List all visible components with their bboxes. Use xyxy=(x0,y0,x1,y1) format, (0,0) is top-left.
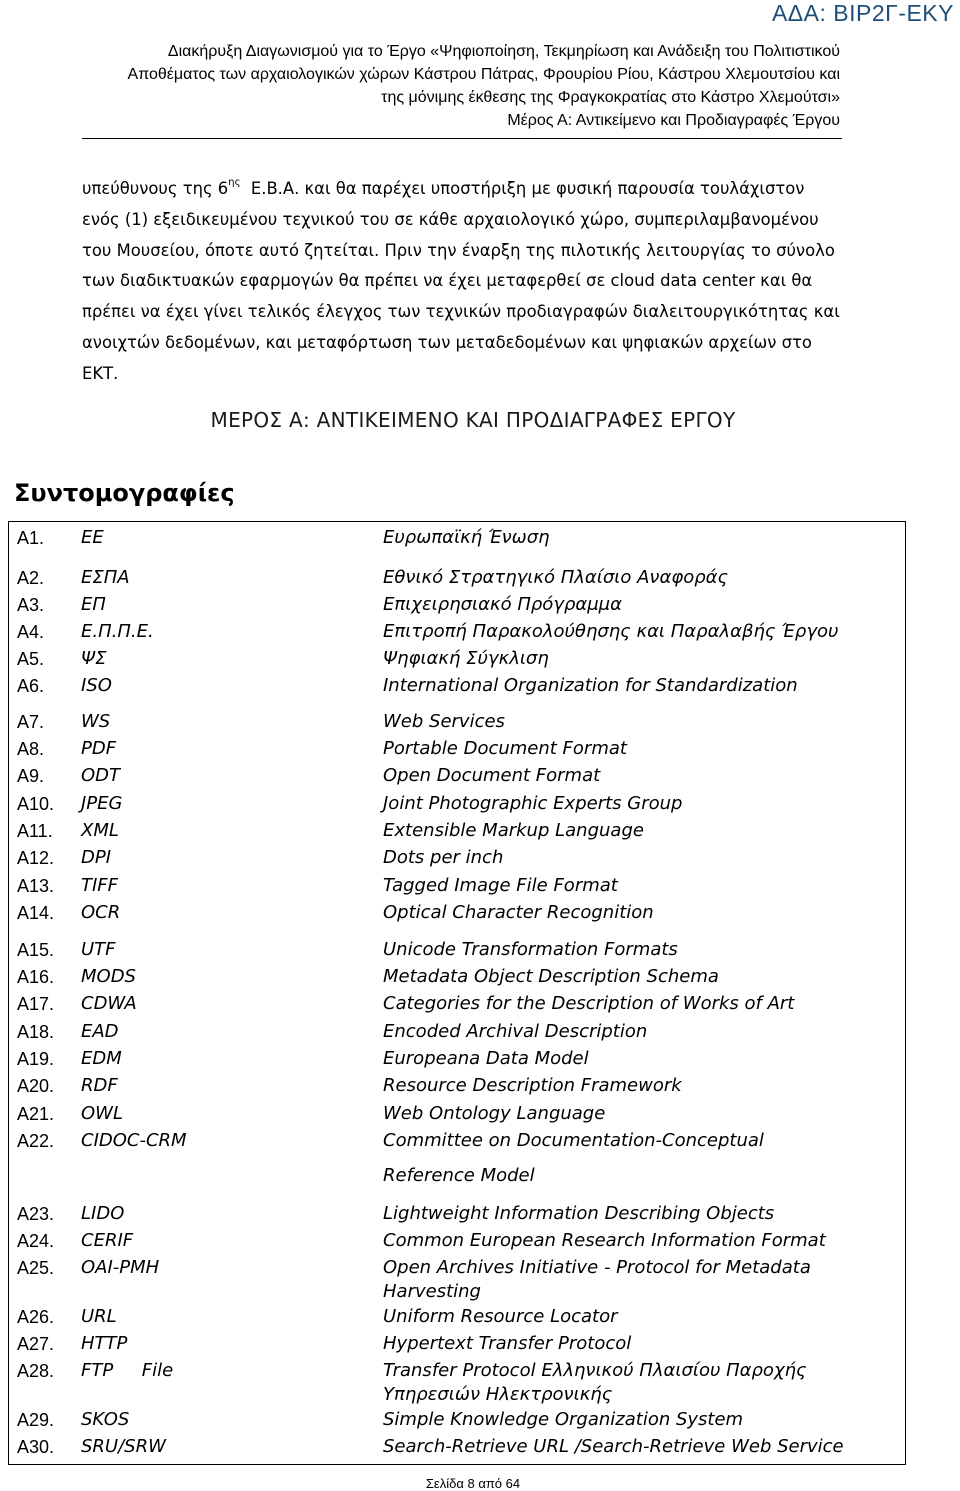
description-line: Ψηφιακή Σύγκλιση xyxy=(383,648,549,669)
description-line: Unicode Transformation Formats xyxy=(383,939,678,960)
row-number: Α20. xyxy=(17,1076,55,1096)
abbreviation: CDWA xyxy=(81,993,137,1014)
description-line: Common European Research Information Format xyxy=(383,1230,826,1251)
description-line: Hypertext Transfer Protocol xyxy=(383,1333,632,1354)
abbreviation: ODT xyxy=(81,765,121,786)
abbreviation: CIDOC-CRM xyxy=(81,1130,187,1151)
abbreviation: DPI xyxy=(81,847,112,868)
description-line: Transfer Protocol Ελληνικού Πλαισίου Παροχής xyxy=(383,1360,807,1381)
body-paragraph xyxy=(82,168,902,390)
description-line: Υπηρεσιών Ηλεκτρονικής xyxy=(383,1384,613,1405)
row-number: Α28. xyxy=(17,1361,55,1381)
abbreviation: WS xyxy=(81,711,111,732)
abbreviation-description xyxy=(383,620,903,644)
row-number: Α16. xyxy=(17,967,55,987)
abbreviation-description xyxy=(383,846,903,870)
row-number: Α4. xyxy=(17,622,45,642)
description-line: Uniform Resource Locator xyxy=(383,1306,618,1327)
row-number: Α1. xyxy=(17,528,45,548)
description-line: Web Ontology Language xyxy=(383,1103,606,1124)
row-number: Α13. xyxy=(17,876,55,896)
row-number: Α17. xyxy=(17,994,55,1014)
description-line: Εθνικό Στρατηγικό Πλαίσιο Αναφοράς xyxy=(383,567,729,588)
abbreviation: ΕΣΠΑ xyxy=(81,567,130,588)
row-number: Α9. xyxy=(17,766,45,786)
abbreviation-description xyxy=(383,1435,903,1459)
row-number: Α15. xyxy=(17,940,55,960)
row-number: Α14. xyxy=(17,903,55,923)
abbreviation-description xyxy=(383,593,903,617)
abbreviations-heading: Συντομογραφίες xyxy=(14,479,235,507)
description-line: Web Services xyxy=(383,711,505,732)
superscript: ης xyxy=(228,177,241,188)
abbreviation-description xyxy=(383,674,903,698)
abbreviation-description xyxy=(383,792,903,816)
abbreviation: EDM xyxy=(81,1048,122,1069)
abbreviation-description xyxy=(383,764,903,788)
document-header xyxy=(20,40,840,132)
abbreviation-description xyxy=(383,526,903,550)
paragraph-line: ΕΚΤ. xyxy=(82,363,119,383)
row-number: Α29. xyxy=(17,1410,55,1430)
abbreviation-description xyxy=(383,901,903,925)
row-number: Α10. xyxy=(17,794,55,814)
paragraph-line xyxy=(82,168,902,205)
row-number: Α23. xyxy=(17,1204,55,1224)
description-line: Reference Model xyxy=(383,1165,535,1186)
abbreviation: FTP File xyxy=(81,1360,174,1381)
abbreviations-table xyxy=(8,521,906,1465)
abbreviation: LIDO xyxy=(81,1203,125,1224)
description-line: Επιχειρησιακό Πρόγραμμα xyxy=(383,594,623,615)
description-line: Joint Photographic Experts Group xyxy=(383,793,683,814)
abbreviation-description xyxy=(383,1332,903,1356)
row-number: Α27. xyxy=(17,1334,55,1354)
description-line: Extensible Markup Language xyxy=(383,820,644,841)
row-number: Α19. xyxy=(17,1049,55,1069)
paragraph-line: ενός (1) εξειδικευμένου τεχνικού του σε κάθε αρχαιολογικό χώρο, συμπεριλαμβανομένου xyxy=(82,209,819,229)
abbreviation-description xyxy=(383,1129,903,1188)
description-line: Open Document Format xyxy=(383,765,601,786)
abbreviation: PDF xyxy=(81,738,117,759)
row-number: Α22. xyxy=(17,1131,55,1151)
abbreviation: URL xyxy=(81,1306,117,1327)
description-line: Ευρωπαϊκή Ένωση xyxy=(383,527,550,548)
abbreviation-description xyxy=(383,965,903,989)
abbreviation-description xyxy=(383,1305,903,1329)
row-number: Α18. xyxy=(17,1022,55,1042)
abbreviation: XML xyxy=(81,820,119,841)
header-divider xyxy=(82,138,842,139)
row-number: Α2. xyxy=(17,568,45,588)
description-line: Search-Retrieve URL /Search-Retrieve Web Service xyxy=(383,1436,844,1457)
abbreviation-description xyxy=(383,1102,903,1126)
abbreviation-description xyxy=(383,1408,903,1432)
paragraph-line: των διαδικτυακών εφαρμογών θα πρέπει να έχει μεταφερθεί σε cloud data center και θα xyxy=(82,271,813,291)
description-line: Simple Knowledge Organization System xyxy=(383,1409,744,1430)
header-line: Αποθέματος των αρχαιολογικών χώρων Κάστρου Πάτρας, Φρουρίου Ρίου, Κάστρου Χλεμουτσίου και xyxy=(127,66,840,83)
abbreviation: EAD xyxy=(81,1021,119,1042)
paragraph-line: πρέπει να έχει γίνει τελικός έλεγχος των τεχνικών προδιαγραφών διαλειτουργικότητας και xyxy=(82,302,840,322)
abbreviation: SKOS xyxy=(81,1409,130,1430)
abbreviation-description xyxy=(383,1256,903,1304)
description-line: Portable Document Format xyxy=(383,738,627,759)
abbreviation: ΕΕ xyxy=(81,527,104,548)
abbreviation-description xyxy=(383,647,903,671)
row-number: Α21. xyxy=(17,1104,55,1124)
abbreviation-description xyxy=(383,566,903,590)
description-line: Optical Character Recognition xyxy=(383,902,654,923)
abbreviation-description xyxy=(383,1359,903,1407)
abbreviation: ΨΣ xyxy=(81,648,107,669)
abbreviation: OAI-PMH xyxy=(81,1257,160,1278)
abbreviation-description xyxy=(383,1202,903,1226)
abbreviation-description xyxy=(383,1020,903,1044)
abbreviation-description xyxy=(383,874,903,898)
abbreviation: OCR xyxy=(81,902,121,923)
abbreviation: SRU/SRW xyxy=(81,1436,166,1457)
description-line: Open Archives Initiative - Protocol for Metadata xyxy=(383,1257,811,1278)
row-number: Α26. xyxy=(17,1307,55,1327)
row-number: Α11. xyxy=(17,821,53,841)
header-subtitle: Μέρος Α: Αντικείμενο και Προδιαγραφές Έργου xyxy=(507,112,840,129)
description-line: Dots per inch xyxy=(383,847,504,868)
abbreviation: TIFF xyxy=(81,875,119,896)
abbreviation: OWL xyxy=(81,1103,123,1124)
header-line: Διακήρυξη Διαγωνισμού για το Έργο «Ψηφιοποίηση, Τεκμηρίωση και Ανάδειξη του Πολιτιστικού xyxy=(167,43,840,60)
description-line: Committee on Documentation-Conceptual xyxy=(383,1130,764,1151)
abbreviation: JPEG xyxy=(81,793,123,814)
abbreviation: ΕΠ xyxy=(81,594,106,615)
abbreviation-description xyxy=(383,938,903,962)
description-line: Tagged Image File Format xyxy=(383,875,618,896)
ada-code: ΑΔΑ: ΒΙΡ2Γ-ΕΚΥ xyxy=(771,0,954,26)
abbreviation: ISO xyxy=(81,675,112,696)
description-line: International Organization for Standardization xyxy=(383,675,798,696)
abbreviation-description xyxy=(383,710,903,734)
abbreviation: CERIF xyxy=(81,1230,134,1251)
row-number: Α12. xyxy=(17,848,55,868)
paragraph-line: του Μουσείου, όποτε αυτό ζητείται. Πριν την έναρξη της πιλοτικής λειτουργίας το σύνολο xyxy=(82,240,835,260)
abbreviation: MODS xyxy=(81,966,136,987)
description-line: Harvesting xyxy=(383,1281,481,1302)
abbreviation-description xyxy=(383,1229,903,1253)
row-number: Α5. xyxy=(17,649,45,669)
abbreviation-description xyxy=(383,1074,903,1098)
row-number: Α7. xyxy=(17,712,45,732)
abbreviation: UTF xyxy=(81,939,116,960)
abbreviation-description xyxy=(383,992,903,1016)
description-line: Resource Description Framework xyxy=(383,1075,682,1096)
row-number: Α25. xyxy=(17,1258,55,1278)
abbreviation: HTTP xyxy=(81,1333,128,1354)
section-title: ΜΕΡΟΣ Α: ΑΝΤΙΚΕΙΜΕΝΟ ΚΑΙ ΠΡΟΔΙΑΓΡΑΦΕΣ ΕΡΓΟΥ xyxy=(210,408,736,432)
row-number: Α8. xyxy=(17,739,45,759)
description-line: Metadata Object Description Schema xyxy=(383,966,719,987)
paragraph-line: ανοιχτών δεδομένων, και μεταφόρτωση των μεταδεδομένων και ψηφιακών αρχείων στο xyxy=(82,332,812,352)
row-number: Α24. xyxy=(17,1231,55,1251)
abbreviation-description xyxy=(383,737,903,761)
paragraph-text: υπεύθυνους της 6 xyxy=(82,179,229,198)
page-number: Σελίδα 8 από 64 xyxy=(425,1476,521,1491)
row-number: Α30. xyxy=(17,1437,55,1457)
description-line: Lightweight Information Describing Objects xyxy=(383,1203,775,1224)
paragraph-text: Ε.Β.Α. και θα παρέχει υποστήριξη με φυσική παρουσία τουλάχιστον xyxy=(240,179,805,198)
description-line: Επιτροπή Παρακολούθησης και Παραλαβής Έργου xyxy=(383,621,839,642)
description-line: Encoded Archival Description xyxy=(383,1021,648,1042)
row-number: Α3. xyxy=(17,595,45,615)
abbreviation-description xyxy=(383,1047,903,1071)
description-line: Europeana Data Model xyxy=(383,1048,589,1069)
description-line: Categories for the Description of Works of Art xyxy=(383,993,795,1014)
abbreviation-description xyxy=(383,819,903,843)
abbreviation: Ε.Π.Π.Ε. xyxy=(81,621,154,642)
row-number: Α6. xyxy=(17,676,45,696)
header-line: της μόνιμης έκθεσης της Φραγκοκρατίας στο Κάστρο Χλεμούτσι» xyxy=(381,89,840,106)
abbreviation: RDF xyxy=(81,1075,118,1096)
